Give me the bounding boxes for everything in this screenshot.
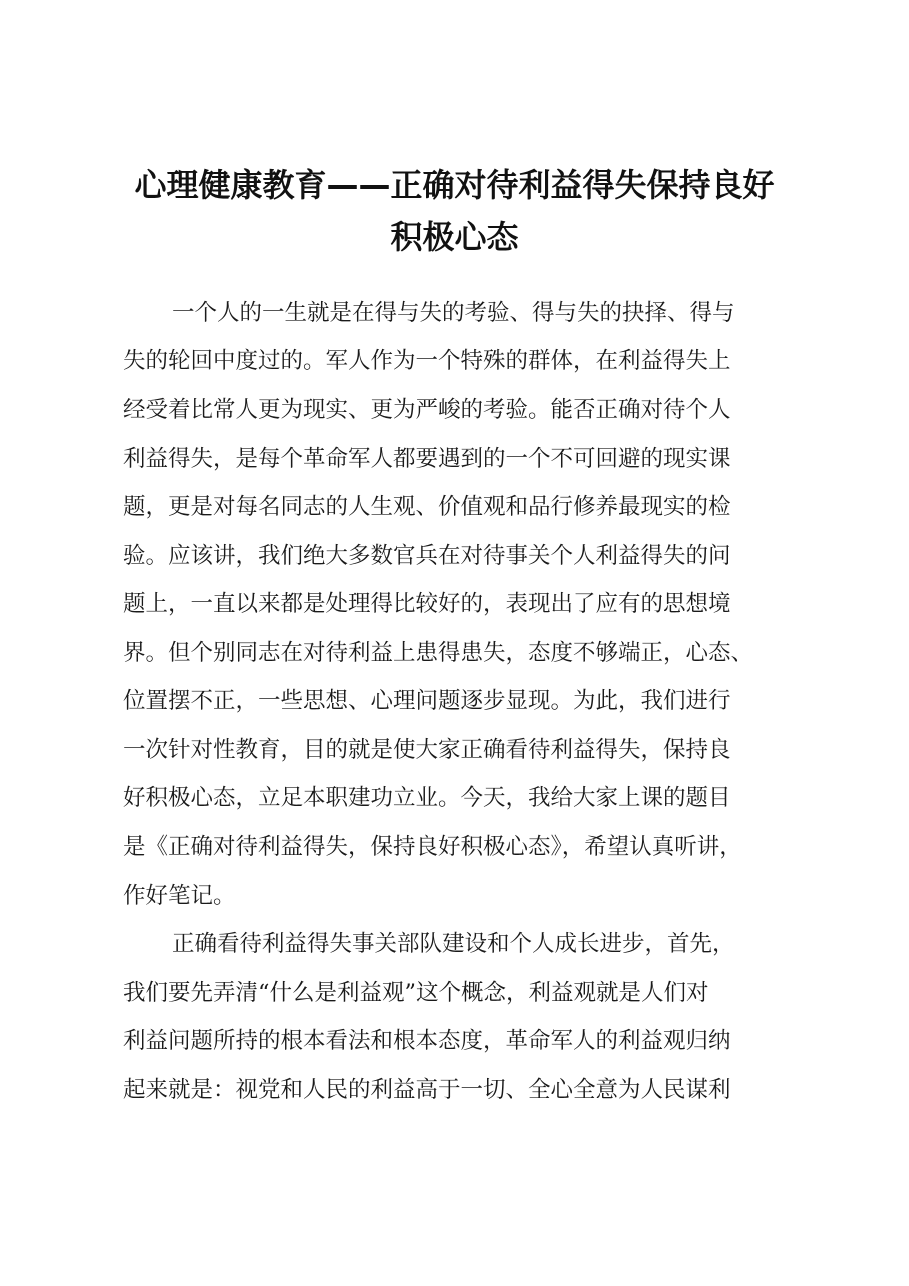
paragraph-line: 一个人的一生就是在得与失的考验、得与失的抉择、得与 bbox=[172, 300, 735, 326]
paragraph-line: 好积极心态，立足本职建功立业。今天，我给大家上课的题目 bbox=[123, 785, 731, 811]
paragraph-line: 我们要先弄清“什么是利益观”这个概念，利益观就是人们对 bbox=[123, 980, 709, 1006]
paragraph-line: 题，更是对每名同志的人生观、价值观和品行修养最现实的检 bbox=[123, 494, 731, 520]
paragraph-line: 验。应该讲，我们绝大多数官兵在对待事关个人利益得失的问 bbox=[123, 543, 731, 569]
paragraph-line: 正确看待利益得失事关部队建设和个人成长进步，首先， bbox=[172, 931, 735, 957]
paragraph-line: 起来就是：视党和人民的利益高于一切、全心全意为人民谋利 bbox=[123, 1077, 731, 1103]
document-title-line-1: 心理健康教育——正确对待利益得失保持良好 bbox=[134, 166, 775, 204]
paragraph-line: 利益得失，是每个革命军人都要遇到的一个不可回避的现实课 bbox=[123, 446, 731, 472]
document-title-line-2: 积极心态 bbox=[390, 218, 519, 256]
paragraph-line: 作好笔记。 bbox=[123, 883, 236, 909]
paragraph-line: 失的轮回中度过的。军人作为一个特殊的群体，在利益得失上 bbox=[123, 348, 731, 374]
paragraph-line: 经受着比常人更为现实、更为严峻的考验。能否正确对待个人 bbox=[123, 397, 731, 423]
paragraph-line: 一次针对性教育，目的就是使大家正确看待利益得失，保持良 bbox=[123, 737, 731, 763]
paragraph-line: 题上，一直以来都是处理得比较好的，表现出了应有的思想境 bbox=[123, 591, 731, 617]
paragraph-line: 界。但个别同志在对待利益上患得患失，态度不够端正，心态、 bbox=[123, 640, 754, 666]
paragraph-line: 利益问题所持的根本看法和根本态度，革命军人的利益观归纳 bbox=[123, 1028, 731, 1054]
paragraph-line: 位置摆不正，一些思想、心理问题逐步显现。为此，我们进行 bbox=[123, 688, 731, 714]
paragraph-line: 是《正确对待利益得失，保持良好积极心态》，希望认真听讲， bbox=[123, 834, 742, 860]
